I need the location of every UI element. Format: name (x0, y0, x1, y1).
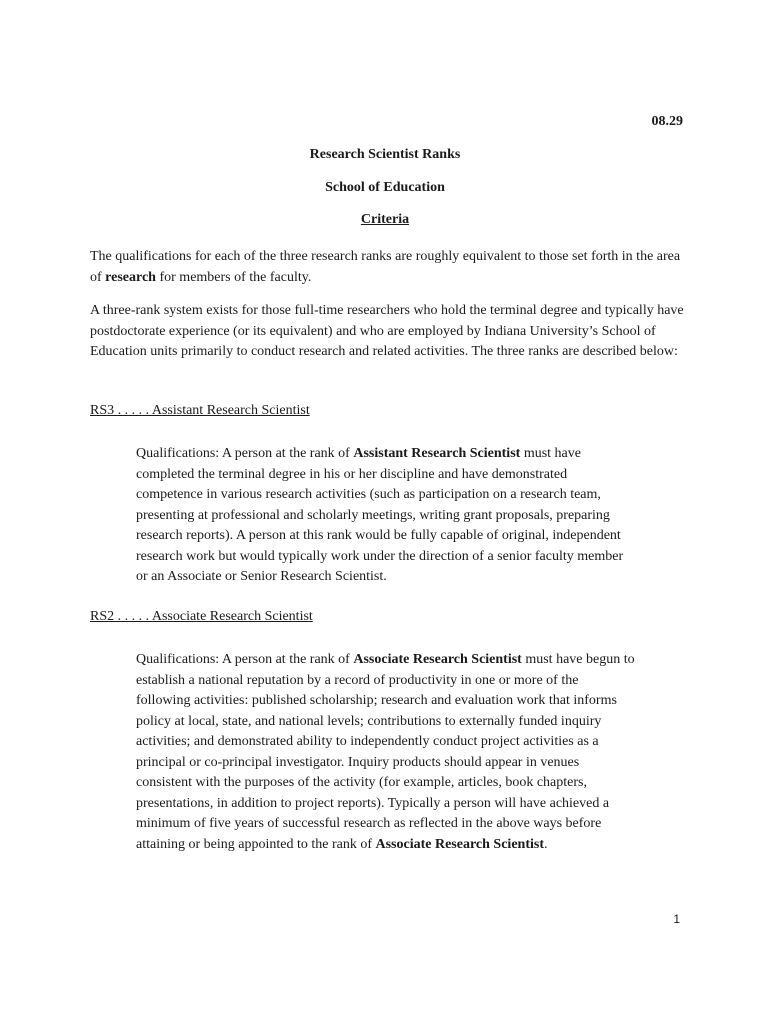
rs3-qual-before: Qualifications: A person at the rank of (136, 446, 354, 461)
rs2-rank-heading: RS2 . . . . . Associate Research Scientist (90, 609, 313, 624)
intro1-bold-term: research (105, 269, 156, 285)
intro1-text-after: for members of the faculty. (155, 269, 312, 285)
intro-paragraph-2: A three-rank system exists for those full-time researchers who hold the terminal degree and typically have postdoctorate experience (or its equivalent) and who are employed by Indiana University’s School of Education units primarily to conduct research and related activities. The three ranks are described below: (90, 303, 684, 359)
rs2-qualifications (136, 650, 636, 855)
rs2-qual-bold-end: Associate Research Scientist (375, 836, 544, 852)
document-number: 08.29 (651, 114, 683, 129)
criteria-heading: Criteria (360, 212, 410, 227)
intro1-text-before: The qualifications for each of the three research ranks are roughly equivalent to those set forth in the area of (90, 249, 681, 285)
rs2-qual-before: Qualifications: A person at the rank of (136, 652, 354, 667)
rs3-rank-heading: RS3 . . . . . Assistant Research Scientist (90, 403, 310, 418)
rs3-qualifications (136, 444, 636, 588)
page-number: 1 (673, 912, 680, 926)
school-name: School of Education (325, 180, 445, 195)
intro-paragraph-1 (90, 247, 690, 288)
document-title: Research Scientist Ranks (309, 147, 461, 162)
rs2-qual-middle: must have begun to establish a national reputation by a record of productivity in one or more of the following activities: published scholarship; research and evaluation work that informs policy at local, state, and national levels; contributions to externally funded inquiry activities; and demonstrated ability to independently conduct project activities as a principal or co-principal investigator. Inquiry products should appear in venues consistent with the purposes of the activity (for example, articles, book chapters, presentations, in addition to project reports). Typically a person will have achieved a minimum of five years of successful research as reflected in the above ways before attaining or being appointed to the rank of (136, 652, 635, 852)
rs3-qual-bold: Assistant Research Scientist (353, 446, 521, 461)
rs3-qual-after: must have completed the terminal degree in his or her discipline and have demonstrated competence in various research activities (such as participation on a research team, presenting at professional and scholarly meetings, writing grant proposals, preparing research reports). A person at this rank would be fully capable of original, independent research work but would typically work under the direction of a senior faculty member or an Associate or Senior Research Scientist. (136, 446, 624, 584)
rs2-qual-bold: Associate Research Scientist (353, 652, 522, 667)
rs2-qual-end: . (544, 836, 548, 852)
